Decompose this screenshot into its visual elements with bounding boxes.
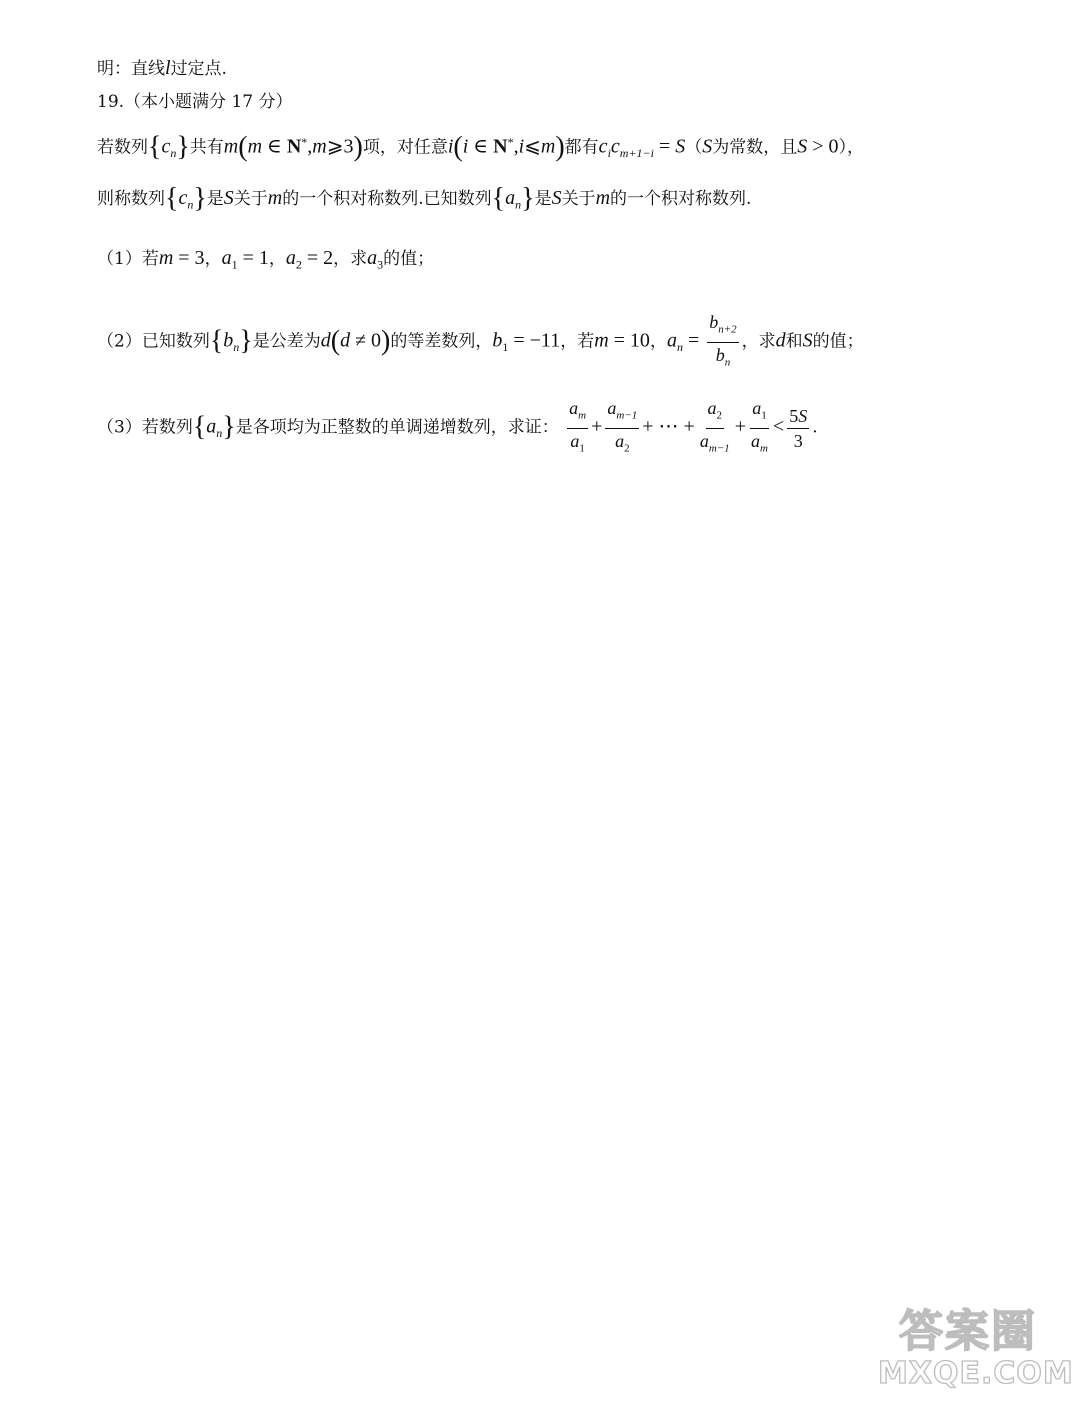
p2-text-f: ，求: [741, 331, 776, 352]
definition-line-1: 若数列$\{c_n\}$共有m(m ∈ N*,m⩾3)项，对任意i(i ∈ N*,i⩽m)都有$c_ic_{m+1-i} = S(S$为常数，且S > 0），: [97, 131, 865, 163]
def2-text-d: 的一个积对称数列.已知数列: [282, 189, 492, 209]
p1-text-c: ，: [268, 249, 286, 269]
p2-text-b: 是公差为: [252, 331, 321, 352]
p2-text-d: ，若: [560, 331, 595, 352]
question-number-score: 19.（本小题满分 17 分）: [97, 92, 293, 112]
watermark-logo: [878, 1306, 1074, 1397]
def2-text-b: 是: [206, 189, 224, 209]
fraction-am-1-over-a2: $\frac{a_{m-1}}{a_2}$: [607, 398, 638, 455]
p1-text-a: （1）若: [97, 249, 159, 269]
part-2: （2）已知数列$\{b_n\}$是公差为d(d ≠ 0)的等差数列，$b_1 = -11$，若m = 10，$a_n$ = $\frac{b_{n+2}}{b_n}$ ，求d和S的值；: [97, 312, 864, 372]
def2-text-e: 是: [534, 189, 552, 209]
p1-text-b: ，: [204, 249, 222, 269]
p2-text-h: 的值；: [812, 331, 864, 352]
def1-text-f: 为常数，且: [712, 137, 798, 158]
p3-text-end: .: [812, 417, 818, 438]
p1-text-e: 的值；: [383, 249, 435, 269]
def2-text-g: 的一个积对称数列.: [610, 189, 752, 209]
fraction-a1-over-am: $\frac{a_1}{a_m}$: [750, 398, 768, 455]
prev-tail-text-a: 明：直线: [97, 59, 165, 79]
def1-text-g: ），: [838, 137, 865, 158]
def1-text-c: 项，对任意: [362, 137, 448, 158]
watermark-top-text: 答案圈: [899, 1306, 1037, 1357]
prev-tail-text-b: 过定点.: [170, 59, 227, 79]
part-1: （1）若m = 3，$a_1 = 1$，$a_2 = 2$，求$a_3$的值；: [97, 247, 435, 272]
def1-text-e: （: [685, 137, 703, 158]
p3-text-b: 是各项均为正整数的单调递增数列，求证：: [235, 417, 559, 438]
definition-line-2: 则称数列$\{c_n\}$是S关于m的一个积对称数列.已知数列$\{a_n\}$是S关于m的一个积对称数列.: [97, 183, 752, 214]
def1-text-b: 共有: [189, 137, 224, 158]
def2-text-a: 则称数列: [97, 189, 165, 209]
fraction-5S-over-3: $\frac{5S}{3}$: [789, 405, 808, 451]
p2-text-a: （2）已知数列: [97, 331, 210, 352]
def2-text-c: 关于: [233, 189, 268, 209]
question-header: [97, 90, 292, 114]
watermark-bottom-text: MXQE.COM: [878, 1356, 1074, 1391]
def1-text-a: 若数列: [97, 137, 148, 158]
fraction-a2-over-am-1: $\frac{a_2}{a_{m-1}}$: [699, 398, 730, 455]
part-3: （3）若数列$\{a_n\}$是各项均为正整数的单调递增数列，求证： $\frac{a_m}{a_1}$ + $\frac{a_{m-1}}{a_2}$ + ⋯ + $\frac{a_2}{a_{m-1}}$ + $\frac{a_1}{a_m}$ < $\frac{5S}{3}$ .: [97, 398, 818, 458]
def2-text-f: 关于: [561, 189, 596, 209]
def1-text-d: 都有: [564, 137, 599, 158]
fraction-am-over-a1: $\frac{a_m}{a_1}$: [569, 398, 587, 455]
previous-question-tail: 明：直线l过定点.: [97, 57, 227, 79]
p1-text-d: ，求: [333, 249, 368, 269]
p2-text-c: 的等差数列，: [390, 331, 493, 352]
p3-text-a: （3）若数列: [97, 417, 193, 438]
p2-text-e: ，: [649, 331, 667, 352]
fraction-b-n-plus-2-over-b-n: $\frac{b_{n+2}}{b_n}$: [709, 312, 737, 369]
p2-text-g: 和: [785, 331, 803, 352]
